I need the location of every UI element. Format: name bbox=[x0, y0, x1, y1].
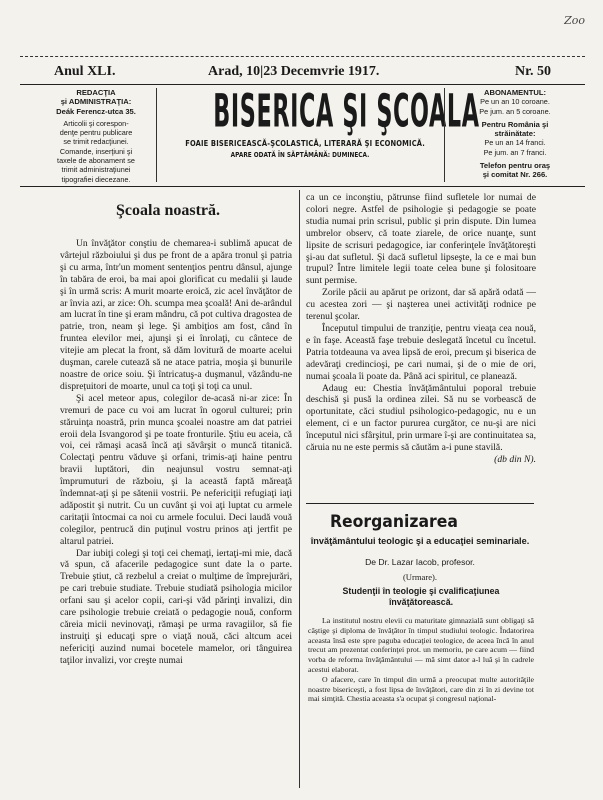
article-paragraph: Adaug eu: Chestia învăţământului poporal trebuie deschisă şi pusă la ordinea zilei. Să nu se vorbească de oportunitate, căci studiul psihologico-pedagogic, nu e un element, ci e un factor pururea curgător, ce nu-şi are nici începutul nici sfârşitul, prin urmare î-şi are continuitatea sa, căruia nu ne este permis să căutăm a-i pune stavilă. bbox=[306, 382, 536, 454]
top-rule bbox=[20, 56, 585, 57]
abonament-line: şi comitat Nr. 266. bbox=[482, 170, 548, 180]
abonament-line: Pe un an 10 coroane. bbox=[480, 97, 550, 107]
article-paragraph: Dar iubiţi colegi şi toţi cei chemaţi, iertaţi-mi mie, dacă vă spun, că afacerile pedagogice sunt date la o parte. Trebuie ştiut, că rezbelul a creiat o mulţime de împrejurări, pe cari trebuie studiate. Trebuie studiată psihologia micilor orfani sau şi acelor copii, cari-şi văd părinţi invalizi, din care psihologie trebuie creiată o pedagogie nouă, conform căreia micii nevinovaţi, rămaşi pe urma ravagiilor, să fie instruiţi şi educaţi spre o viaţă nouă, căci altcum acei nefericiţi auzind numai bocetele mamelor, ori tânguirea taţilor invalizi, vor creşte numai bbox=[60, 547, 292, 666]
redactia-heading-2: şi ADMINISTRAŢIA: bbox=[60, 97, 132, 107]
redactia-line: denţe pentru publicare bbox=[59, 128, 133, 138]
article-paragraph: ca un ce inconştiu, pătrunse fiind sufletele lor numai de colori negre. Astfel de psihologie şi pedagogie se poate studia numai prin scrisul, public şi prin dispute. Din lumea umbrelor observ, că toate ziarele, de orice nuanţe, sunt lipsite de scrisuri pedagogice, iar conferinţele învăţătoreşti şi-au dat sufletul. Şi dacă sufletul lipseşte, la ce e mai bun trupul? Între limitele legii toate celea bune şi folositoare sunt permise. bbox=[306, 192, 536, 287]
second-article-continued: (Urmare). bbox=[402, 572, 438, 582]
second-article-body bbox=[308, 616, 534, 704]
issue-bar bbox=[20, 64, 585, 82]
second-article-subtitle: învăţământului teologic şi a educaţiei seminariale. bbox=[310, 536, 530, 546]
redactia-line: taxele de abonament se bbox=[57, 156, 135, 166]
second-article-author: De Dr. Lazar Iacob, profesor. bbox=[365, 557, 475, 567]
redactia-line: Comande, inserţiuni şi bbox=[59, 146, 133, 156]
masthead bbox=[160, 86, 480, 159]
abonament-line: Pe jum. an 5 coroane. bbox=[479, 106, 551, 116]
article-paragraph: Un învăţător conştiu de chemarea-i sublimă apucat de vârtejul războiului şi dus pe front de a apăra tronul şi patria şi cu arma, într'un moment sentenţios pentru dânsul, ajunge în tabăra de eroi, ba mai apoi glorificat cu medalii şi laude şi în urmă scris: A murit moarte eroică, zic acel învăţător de ar învia azi, ar zice: Oh. scumpa mea şcoală! Ani de-arândul am lucrat în tine şi eram mândru, că pot cultiva dragostea de patrie, tron, neam şi lege. Şi ambiţios am fost, când în fruntea elevilor mei, ajunşi şi ei înrolaţi, cu cântece de vitejie am plecat la front, să dăm lovitură de moarte acelui duşman, carele cutează să ne atace patria, moşia şi bunurile noastre de orice soiu. Şi întricatuş-a duşmanul, văzându-ne disprețuitori de moarte, unul ca toţi şi toţi ca unul. bbox=[60, 238, 292, 392]
issue-place-date: Arad, 10|23 Decemvrie 1917. bbox=[208, 64, 380, 79]
issue-number: Nr. 50 bbox=[514, 64, 551, 79]
article-title: Şcoala noastră. bbox=[116, 202, 220, 219]
second-article-section: Studenţii în teologie şi cvalificaţiunea învăţătorească. bbox=[342, 586, 500, 607]
redactia-line: trimit administraţiunei bbox=[61, 165, 131, 175]
article-separator bbox=[306, 503, 534, 504]
article-source: (db din N). bbox=[494, 453, 536, 465]
abonament-line: Pe un an 14 franci. bbox=[484, 138, 546, 148]
issue-bar-underline bbox=[20, 84, 585, 85]
article-body-left bbox=[60, 238, 292, 667]
redactia-line: se trimit redacţiunei. bbox=[63, 137, 129, 147]
masthead-rule bbox=[20, 186, 585, 187]
redactia-heading: REDACŢIA bbox=[76, 88, 116, 97]
article-paragraph: Şi acel meteor apus, colegilor de-acasă ni-ar zice: În vremuri de pace cu voi am lucrat în ogorul culturei; prin stăruinţa noastră, prin munca şcoalei noastre am dat patriei eroii dela Isvangorod şi pe toate fronturile. Ştiu eu aceia, că voi, cei rămaşi acasă încă aţi săvârşit o muncă titanică. Colectaţi pentru văduve şi orfani, trimis-aţi haine pentru bravii luptători, din neajunsul vostru semnat-aţi împrumuturi de războiu, şi la această faptă măreaţă îndemnat-aţi şi pe sătenii vostrii. Pe nefericiţii refugiaţi iaţi adăpostit şi nutrit. Cu un cuvânt şi voi aţi luptat cu armele caritaţii întocmai ca noi cu armele focului. Deci laudă vouă colegilor, pentrucă din puţinul vostru prinos aţi jertfit pe altarul patriei. bbox=[60, 392, 292, 547]
redactia-line: Articolii şi corespon- bbox=[63, 118, 129, 128]
abonament-line: Pentru România şi bbox=[481, 119, 549, 129]
handwritten-note: Zoo bbox=[564, 14, 585, 27]
article-paragraph: Începutul timpului de tranziţie, pentru vieaţa cea nouă, e în faşe. Această faşe trebuie deslegată încetul cu încetul. Patria totdeauna va avea lipsă de eroi, precum şi biserica de adevăraţi credincioşi, pe cari numai, şi de o mie de ori, numai şcoala îi poate da. Până aci spiritul, ce planează. bbox=[306, 322, 536, 382]
article-paragraph: La institutul nostru elevii cu maturitate gimnazială sunt obligaţi să câştige şi diploma de învăţător în timpul studiului teologic. Îndatorirea aceasta însă este spre paguba educaţiei teologice, de aceea încă în anul trecut am prezentat conferinţei prot. un memoriu, pe care acum — fiind vorba de reforma învăţământului — mă simt dator a-l luă şi în cadrele acestui elaborat. bbox=[308, 616, 534, 674]
abonament-heading: ABONAMENTUL: bbox=[483, 88, 546, 97]
newspaper-subtitle: FOAIE BISERICEASCĂ-ŞCOLASTICĂ, LITERARĂ ŞI ECONOMICĂ. bbox=[185, 138, 425, 148]
abonament-line: străinătate: bbox=[494, 129, 536, 139]
redactia-address: Deák Ferencz-utca 35. bbox=[56, 106, 136, 116]
abonament-line: Telefon pentru oraş bbox=[479, 161, 551, 171]
article-paragraph: Zorile păcii au apărut pe orizont, dar să apără odată — cu acestea zori — şi naşterea unei activităţi rodnice pe terenul şcolar. bbox=[306, 287, 536, 323]
issue-year: Anul XLI. bbox=[54, 64, 116, 79]
redactia-line: tipografiei diecezane. bbox=[61, 174, 131, 184]
masthead-divider-left bbox=[156, 88, 157, 182]
publication-frequency: APARE ODATĂ ÎN SĂPTĂMÂNĂ: DUMINECA. bbox=[230, 151, 370, 159]
second-article-title: Reorganizarea bbox=[330, 512, 458, 532]
abonament-line: Pe jum. an 7 franci. bbox=[483, 147, 547, 157]
article-paragraph: O afacere, care în timpul din urmă a preocupat multe autorităţile noastre bisericeşti, a fost lipsa de învăţători, care din zi în zi devine tot mai simţită. Chestia aceasta s'a ocupat şi congresul naţional- bbox=[308, 674, 534, 704]
masthead-divider-right bbox=[444, 88, 445, 182]
column-divider bbox=[299, 190, 300, 788]
article-body-right bbox=[306, 192, 536, 466]
redactia-box bbox=[44, 88, 148, 184]
newspaper-title: BISERICA ŞI ŞCOALA bbox=[213, 86, 480, 138]
abonament-box bbox=[450, 88, 580, 180]
